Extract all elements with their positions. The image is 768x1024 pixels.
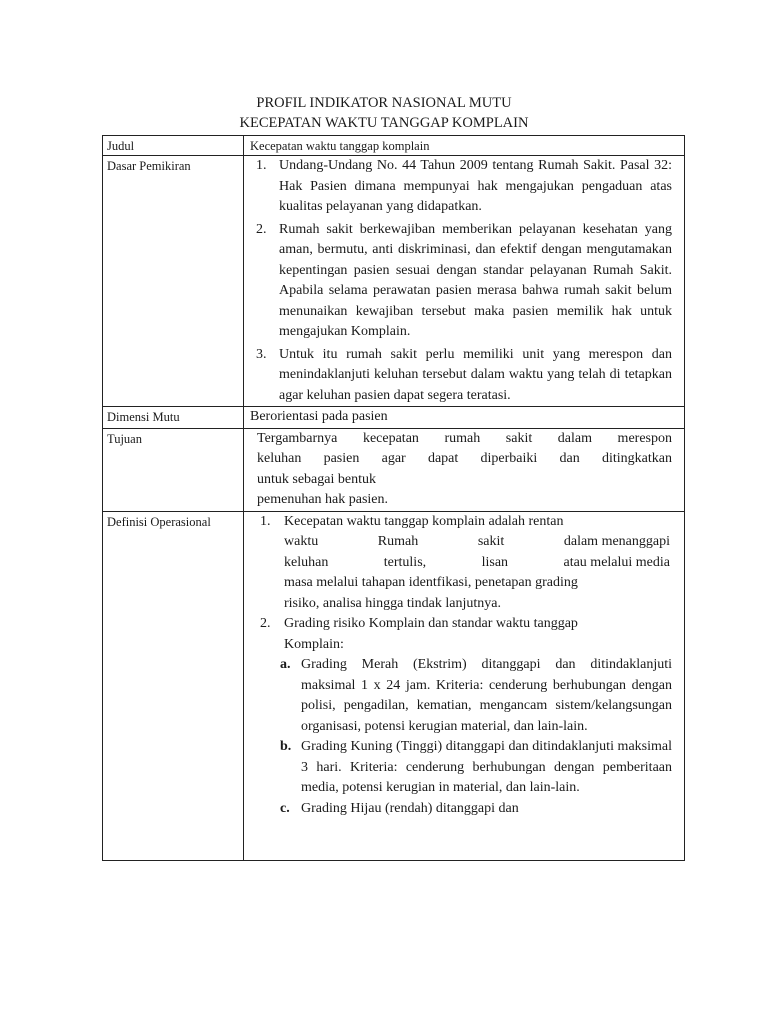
- row-value: [244, 428, 685, 511]
- row-label: Judul: [103, 136, 244, 156]
- list-item: 2. Rumah sakit berkewajiban memberikan pelayanan kesehatan yang aman, bermutu, anti diskriminasi, dan efektif dengan mengutamakan kepentingan pasien sesuai dengan standar pelayanan Rumah Sakit. Apabila selama perawatan pasien merasa bahwa rumah sakit belum menunaikan kewajiban tersebut maka pasien memilik hak untuk mengajukan Komplain.: [256, 221, 672, 339]
- list-item: 3. Untuk itu rumah sakit perlu memiliki unit yang merespon dan menindaklanjuti keluhan tersebut dalam waktu yang telah di tetapkan agar keluhan pasien dapat segera teratasi.: [256, 346, 672, 403]
- list-item: 1. Kecepatan waktu tanggap komplain adalah rentan waktu Rumah sakit dalam menanggapi keluhan tertulis, lisan atau melalui media masa melalui tahapan identfikasi, penetapan grading risiko, analisa hingga tindak lanjutnya.: [260, 513, 670, 611]
- row-value: [244, 136, 685, 156]
- dasar-list: [244, 156, 672, 406]
- row-value: [244, 511, 685, 860]
- sub-list-item: b. Grading Kuning (Tinggi) ditanggapi dan ditindaklanjuti maksimal 3 hari. Kriteria: cenderung berhubungan dengan pemberitaan media, potensi kerugian in material, dan lain-lain.: [280, 739, 672, 795]
- table-row-judul: [103, 136, 685, 156]
- list-item: 1. Undang-Undang No. 44 Tahun 2009 tentang Rumah Sakit. Pasal 32: Hak Pasien dimana mempunyai hak mengajukan pengaduan atas kualitas pelayanan yang didapatkan.: [256, 158, 672, 214]
- row-value: [244, 156, 685, 407]
- tujuan-text: Tergambarnya kecepatan rumah sakit dalam merespon keluhan pasien agar dapat diperbaiki dan ditingkatkan untuk sebagai bentuk pemenuhan hak pasien.: [257, 430, 672, 507]
- row-label: Definisi Operasional: [103, 511, 244, 860]
- dimensi-value: Berorientasi pada pasien: [250, 409, 388, 424]
- definisi-list: [244, 512, 672, 656]
- indicator-profile-table: [102, 135, 685, 861]
- row-value: [244, 407, 685, 429]
- document-header: [0, 93, 768, 133]
- grading-sublist: [244, 655, 672, 819]
- table-row-definisi-operasional: [103, 511, 685, 860]
- document-subtitle: KECEPATAN WAKTU TANGGAP KOMPLAIN: [239, 115, 529, 131]
- table-row-dasar-pemikiran: [103, 156, 685, 407]
- table-row-dimensi-mutu: [103, 407, 685, 429]
- sub-list-item: a. Grading Merah (Ekstrim) ditanggapi dan ditindaklanjuti maksimal 1 x 24 jam. Kriteria: cenderung berhubungan dengan polisi, pengadilan, kematian, mengancam sistem/kelangsungan organisasi, potensi kerugian material, dan lain-lain.: [280, 657, 672, 734]
- table-row-tujuan: [103, 428, 685, 511]
- row-label: Tujuan: [103, 428, 244, 511]
- document-title: PROFIL INDIKATOR NASIONAL MUTU: [256, 95, 512, 111]
- sub-list-item: c. Grading Hijau (rendah) ditanggapi dan: [280, 800, 519, 816]
- row-label: Dasar Pemikiran: [103, 156, 244, 407]
- list-item: 2. Grading risiko Komplain dan standar waktu tanggap Komplain:: [260, 616, 578, 652]
- row-label: Dimensi Mutu: [103, 407, 244, 429]
- judul-value: Kecepatan waktu tanggap komplain: [250, 139, 430, 153]
